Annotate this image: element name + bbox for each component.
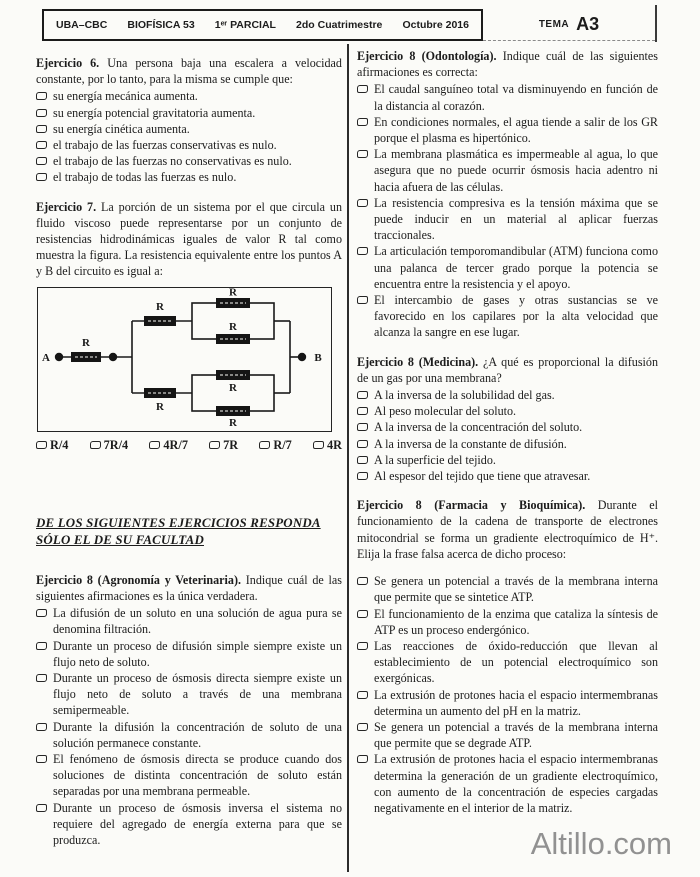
exercise-8-agronomia-title: Ejercicio 8 (Agronomía y Veterinaria). — [36, 572, 241, 587]
answer-choice[interactable] — [209, 437, 238, 453]
checkbox-icon[interactable] — [36, 441, 47, 449]
option-text: Las reacciones de óxido-reducción que llevan al establecimiento de un potencial electroquímico son exergónicas. — [374, 638, 658, 686]
exercise-8-odontologia-head — [357, 48, 658, 80]
resistor-label: R — [229, 416, 237, 429]
header-box — [42, 9, 483, 41]
resistor-label: R — [82, 336, 90, 349]
option-text: El fenómeno de ósmosis directa se produce cuando dos soluciones de distinta concentración de soluto están separadas por una membrana permeable. — [53, 752, 342, 799]
checkbox-icon[interactable] — [357, 296, 368, 304]
answer-option — [357, 403, 658, 419]
checkbox-icon[interactable] — [36, 109, 47, 117]
terminal-b-label: B — [314, 351, 322, 364]
answer-option — [357, 436, 658, 452]
checkbox-icon[interactable] — [357, 150, 368, 158]
checkbox-icon[interactable] — [36, 92, 47, 100]
answer-option — [36, 605, 342, 637]
answer-choice[interactable] — [36, 437, 68, 453]
option-text: La difusión de un soluto en una solución de agua pura se denomina filtración. — [53, 606, 342, 637]
header-tema — [483, 9, 655, 41]
answer-option — [357, 719, 658, 751]
checkbox-icon[interactable] — [90, 441, 101, 449]
answer-label: 4R — [326, 437, 342, 452]
checkbox-icon[interactable] — [36, 755, 47, 763]
checkbox-icon[interactable] — [357, 118, 368, 126]
spacer — [357, 563, 658, 573]
exercise-8-agronomia — [36, 572, 342, 848]
option-text: Durante la difusión la concentración de soluto de una solución permanece constante. — [53, 719, 342, 750]
header-date: Octubre 2016 — [402, 19, 469, 31]
header-term: 2do Cuatrimestre — [296, 19, 383, 31]
option-text: el trabajo de las fuerzas conservativas es nulo. — [53, 138, 277, 153]
checkbox-icon[interactable] — [36, 157, 47, 165]
answer-option — [357, 387, 658, 403]
exercise-7-head — [36, 199, 342, 280]
checkbox-icon[interactable] — [36, 125, 47, 133]
checkbox-icon[interactable] — [357, 199, 368, 207]
checkbox-icon[interactable] — [36, 674, 47, 682]
terminal-a-label: A — [42, 351, 50, 364]
option-text: La membrana plasmática es impermeable al agua, lo que asegura que no puede ocurrir ósmosis hacia adentro ni hacia afuera de las células. — [374, 147, 658, 194]
answer-label: 7R/4 — [103, 437, 129, 452]
exercise-8-odontologia — [357, 48, 658, 341]
option-text: A la superficie del tejido. — [374, 452, 496, 467]
answer-choice[interactable] — [90, 437, 129, 453]
option-text: El intercambio de gases y otras sustancias se ve favorecido en los capilares por la alta velocidad que alcanza la sangre en ese lugar. — [374, 293, 658, 340]
option-text: Al peso molecular del soluto. — [374, 404, 517, 419]
answer-choice[interactable] — [313, 437, 342, 453]
checkbox-icon[interactable] — [36, 723, 47, 731]
checkbox-icon[interactable] — [209, 441, 220, 449]
exercise-6-title: Ejercicio 6. — [36, 56, 100, 70]
answer-option — [36, 719, 342, 751]
header-exam: 1ᵉʳ PARCIAL — [214, 19, 276, 31]
option-text: Al espesor del tejido que tiene que atravesar. — [374, 469, 591, 484]
option-text: El funcionamiento de la enzima que cataliza la síntesis de ATP es un proceso endergónico. — [374, 606, 658, 637]
checkbox-icon[interactable] — [357, 423, 368, 431]
option-text: Durante un proceso de ósmosis directa siempre existe un flujo neto de soluto a través de una membrana semipermeable. — [53, 671, 342, 718]
option-text: La extrusión de protones hacia el espacio intermembranas determina la generación de un gradiente electroquímico, con aumento de la concentración de especies cargadas negativamente en el interior de la matriz. — [374, 752, 658, 815]
exercise-8-odontologia-title: Ejercicio 8 (Odontología). — [357, 49, 497, 63]
exercise-7-title: Ejercicio 7. — [36, 199, 97, 214]
answer-option — [357, 292, 658, 341]
checkbox-icon[interactable] — [36, 173, 47, 181]
answer-label: R/4 — [50, 437, 69, 452]
exercise-7 — [36, 199, 342, 453]
answer-choice[interactable] — [149, 437, 188, 453]
tema-value: A3 — [576, 14, 600, 34]
section-heading — [36, 515, 342, 550]
exercise-6-prompt: Una persona baja una escalera a velocidad constante, por lo tanto, para la misma se cumple que: — [36, 56, 342, 87]
exercise-8-farmacia-head — [357, 497, 658, 562]
checkbox-icon[interactable] — [357, 691, 368, 699]
option-text: Durante un proceso de difusión simple siempre existe un flujo neto de soluto. — [53, 638, 342, 669]
exercise-8-agronomia-head — [36, 572, 342, 604]
answer-option — [36, 638, 342, 670]
answer-option — [36, 169, 342, 185]
terminal-dot — [298, 352, 306, 360]
answer-label: 7R — [223, 437, 239, 452]
resistor-label: R — [156, 300, 164, 313]
resistor-label: R — [229, 287, 237, 299]
option-text: El caudal sanguíneo total va disminuyendo en función de la distancia al corazón. — [374, 82, 658, 113]
tema-label: TEMA — [538, 19, 570, 30]
checkbox-icon[interactable] — [357, 472, 368, 480]
checkbox-icon[interactable] — [36, 141, 47, 149]
exercise-8-medicina-prompt: ¿A qué es proporcional la difusión de un gas por una membrana? — [357, 354, 658, 385]
checkbox-icon[interactable] — [357, 85, 368, 93]
answer-option — [357, 751, 658, 816]
checkbox-icon[interactable] — [313, 441, 324, 449]
exercise-8-agronomia-prompt: Indique cuál de las siguientes afirmaciones es la única verdadera. — [36, 572, 342, 604]
answer-option — [36, 670, 342, 719]
exam-header — [42, 9, 655, 41]
checkbox-icon[interactable] — [149, 441, 160, 449]
exercise-8-medicina-title: Ejercicio 8 (Medicina). — [357, 354, 479, 369]
checkbox-icon[interactable] — [357, 456, 368, 464]
exercise-8-odontologia-prompt: Indique cuál de las siguientes afirmaciones es correcta: — [357, 49, 658, 80]
checkbox-icon[interactable] — [36, 642, 47, 650]
section-heading-line1: DE LOS SIGUIENTES EJERCICIOS RESPONDA — [36, 515, 321, 530]
answer-choice[interactable] — [259, 437, 291, 453]
answer-option — [36, 121, 342, 137]
exercise-7-answers — [36, 437, 342, 453]
checkbox-icon[interactable] — [357, 577, 368, 585]
answer-option — [36, 105, 342, 121]
option-text: el trabajo de todas las fuerzas es nulo. — [53, 170, 237, 185]
answer-option — [357, 195, 658, 244]
checkbox-icon[interactable] — [357, 755, 368, 763]
option-text: su energía mecánica aumenta. — [53, 89, 198, 104]
right-column — [357, 48, 658, 829]
option-text: La extrusión de protones hacia el espacio intermembranas determina un aumento del pH en la matriz. — [374, 687, 658, 718]
answer-option — [357, 81, 658, 113]
checkbox-icon[interactable] — [357, 440, 368, 448]
answer-option — [36, 800, 342, 849]
altillo-watermark: Altillo.com — [530, 826, 672, 861]
checkbox-icon[interactable] — [357, 723, 368, 731]
checkbox-icon[interactable] — [357, 642, 368, 650]
option-text: Durante un proceso de ósmosis inversa el sistema no requiere del agregado de energía externa para que se produzca. — [53, 800, 342, 848]
answer-option — [357, 687, 658, 719]
resistor-label: R — [229, 320, 237, 333]
answer-option — [36, 137, 342, 153]
resistor-label: R — [156, 400, 164, 413]
answer-option — [357, 573, 658, 605]
answer-option — [357, 452, 658, 468]
answer-option — [36, 751, 342, 800]
answer-option — [357, 114, 658, 146]
circuit-svg — [38, 288, 329, 429]
header-course: BIOFÍSICA 53 — [127, 19, 195, 31]
terminal-dot — [55, 352, 63, 360]
exercise-7-prompt: La porción de un sistema por el que circula un fluido viscoso puede representarse por un conjunto de resistencias hidrodinámicas iguales de valor R tal como muestra la figura. La resistencia equivalente entre los puntos A y B del circuito es igual a: — [36, 199, 342, 279]
option-text: La resistencia compresiva es la tensión máxima que se puede inducir en un material al aplicar fuerzas traccionales. — [374, 195, 658, 243]
answer-option — [357, 146, 658, 195]
answer-option — [36, 88, 342, 104]
exercise-6-head — [36, 55, 342, 87]
option-text: A la inversa de la constante de difusión. — [374, 436, 567, 451]
exercise-8-farmacia — [357, 497, 658, 816]
option-text: La articulación temporomandibular (ATM) funciona como una palanca de tercer grado porque la potencia se encuentra entre la resistencia y el apoyo. — [374, 244, 658, 291]
option-text: Se genera un potencial a través de la membrana interna que permite que se sintetice ATP. — [374, 574, 658, 605]
exercise-6 — [36, 55, 342, 186]
answer-label: 4R/7 — [163, 437, 188, 452]
exercise-8-farmacia-title: Ejercicio 8 (Farmacia y Bioquímica). — [357, 498, 586, 513]
checkbox-icon[interactable] — [357, 391, 368, 399]
resistor-label: R — [229, 381, 237, 394]
answer-option — [36, 153, 342, 169]
checkbox-icon[interactable] — [357, 247, 368, 255]
column-divider — [347, 44, 349, 872]
option-text: Se genera un potencial a través de la membrana interna que permite que se degrade ATP. — [374, 719, 658, 751]
exercise-8-medicina — [357, 354, 658, 485]
page-right-border — [655, 5, 657, 42]
option-text: En condiciones normales, el agua tiende a salir de los GR porque el plasma es hipertónico. — [374, 114, 658, 146]
checkbox-icon[interactable] — [36, 804, 47, 812]
exercise-8-medicina-head — [357, 354, 658, 386]
answer-label: R/7 — [273, 437, 292, 452]
answer-option — [357, 468, 658, 484]
answer-option — [357, 243, 658, 292]
checkbox-icon[interactable] — [357, 610, 368, 618]
checkbox-icon[interactable] — [357, 407, 368, 415]
checkbox-icon[interactable] — [36, 609, 47, 617]
exercise-8-farmacia-prompt: Durante el funcionamiento de la cadena de transporte de electrones mitocondrial se forma un gradiente electroquímico de H⁺. Elija la frase falsa acerca de dicho proceso: — [357, 498, 658, 561]
option-text: el trabajo de las fuerzas no conservativas es nulo. — [53, 154, 292, 169]
header-institution: UBA–CBC — [56, 19, 108, 31]
answer-option — [357, 606, 658, 638]
terminal-dot — [109, 352, 117, 360]
option-text: A la inversa de la solubilidad del gas. — [374, 388, 555, 403]
option-text: su energía cinética aumenta. — [53, 121, 190, 136]
checkbox-icon[interactable] — [259, 441, 270, 449]
left-column — [36, 55, 342, 861]
option-text: su energía potencial gravitatoria aumenta. — [53, 105, 256, 120]
section-heading-line2: SÓLO EL DE SU FACULTAD — [36, 533, 204, 548]
circuit-figure — [37, 287, 332, 432]
answer-option — [357, 638, 658, 687]
option-text: A la inversa de la concentración del soluto. — [374, 420, 583, 435]
answer-option — [357, 419, 658, 435]
